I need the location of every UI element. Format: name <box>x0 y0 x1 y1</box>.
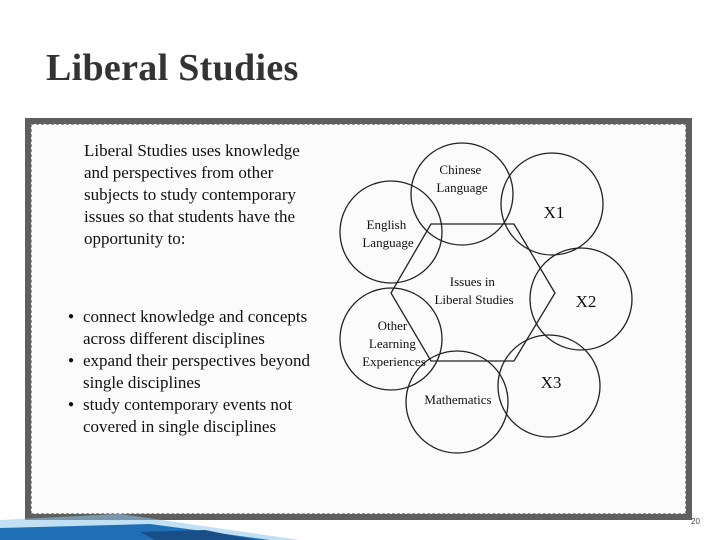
bullet-item: ● study contemporary events not covered in single disciplines <box>65 394 335 438</box>
subjects-venn-diagram <box>31 124 686 514</box>
label-other-learning-experiences <box>362 318 426 369</box>
label-english-language <box>362 217 413 250</box>
corner-decoration <box>0 510 300 540</box>
center-label-line: Issues in <box>449 274 495 289</box>
label-line: Other <box>377 318 408 333</box>
label-line: Chinese <box>439 162 482 177</box>
label-x1: X1 <box>543 203 565 222</box>
page-number: 20 <box>691 517 700 526</box>
label-line: Language <box>362 235 414 250</box>
label-x2: X2 <box>575 292 597 311</box>
label-line: Language <box>436 180 488 195</box>
slide-title: Liberal Studies <box>46 47 299 89</box>
label-line: Experiences <box>362 354 426 369</box>
intro-paragraph: Liberal Studies uses knowledge and perspectives from other subjects to study contemporary issues so that students have the opportunity to: <box>84 141 300 248</box>
bullet-item: ● connect knowledge and concepts across different disciplines <box>65 306 335 350</box>
label-line: Learning <box>368 336 416 351</box>
label-mathematics: Mathematics <box>424 392 492 407</box>
label-x3: X3 <box>540 373 562 392</box>
center-label-line: Liberal Studies <box>434 292 514 307</box>
label-chinese-language <box>436 162 487 195</box>
label-line: English <box>366 217 407 232</box>
center-label <box>434 274 513 307</box>
bullet-item: ● expand their perspectives beyond single disciplines <box>65 350 335 394</box>
scanned-figure <box>25 118 692 520</box>
